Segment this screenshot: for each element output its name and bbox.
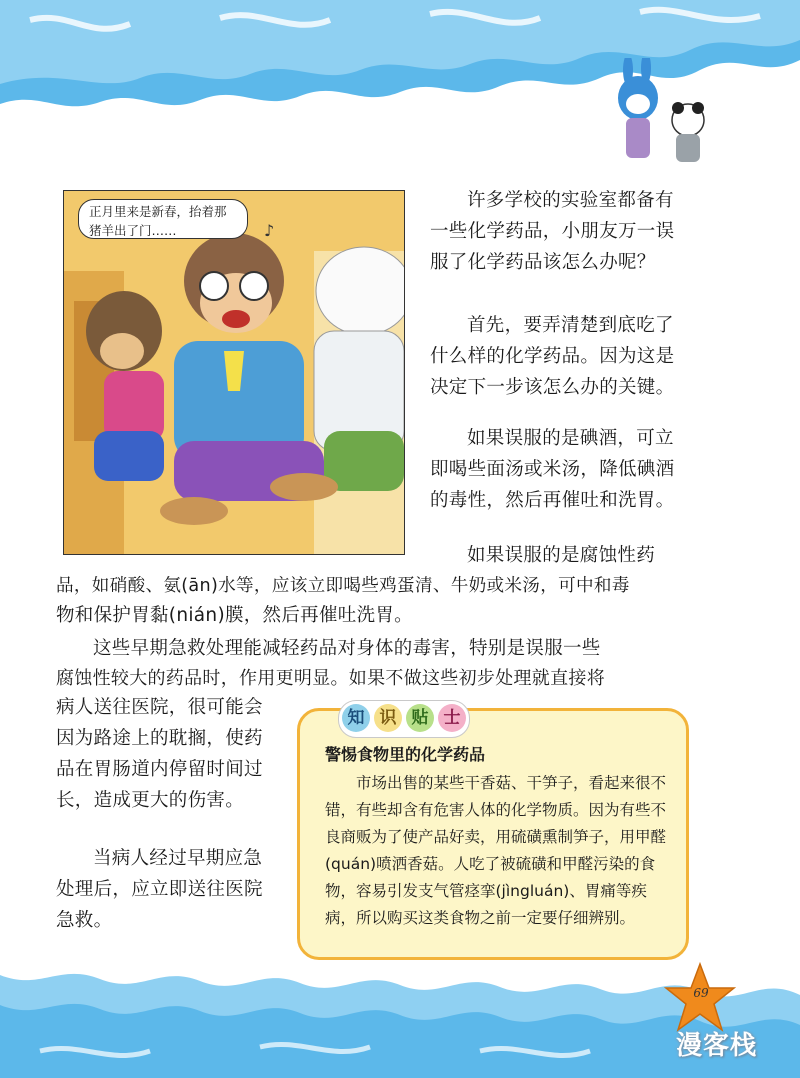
speech-bubble: 正月里来是新春，抬着那猪羊出了门…… [78,199,248,239]
page-number: 69 [693,986,709,1000]
tips-heading-char: 知 [342,704,370,732]
paragraph-corrosive-line2: 品，如硝酸、氨(ān)水等，应该立即喝些鸡蛋清、牛奶或米汤，可中和毒 [56,576,630,596]
tips-heading-char: 识 [374,704,402,732]
tips-heading-badge [338,700,470,738]
paragraph-early-aid-line1: 这些早期急救处理能减轻药品对身体的毒害，特别是误服一些 [93,638,601,659]
comic-panel [63,190,405,555]
tips-heading-char: 贴 [406,704,434,732]
mascot-characters-illustration [598,58,718,168]
paragraph-early-aid-line2: 腐蚀性较大的药品时，作用更明显。如果不做这些初步处理就直接将 [56,668,605,689]
tips-title: 警惕食物里的化学药品 [325,745,486,764]
tips-body: 市场出售的某些干香菇、干笋子，看起来很不错，有些却含有危害人体的化学物质。因为有些不良商贩为了使产品好卖，用硫磺熏制笋子，用甲醛(quán)喷洒香菇。人吃了被硫磺和甲醛污染的食物，容易引发支气管痉挛(jìngluán)、胃痛等疾病，所以购买这类食物之前一定要仔细辨别。 [325,774,667,927]
paragraph-first-step: 首先，要弄清楚到底吃了什么样的化学药品。因为这是决定下一步该怎么办的关键。 [430,315,675,398]
paragraph-iodine: 如果误服的是碘酒，可立即喝些面汤或米汤，降低碘酒的毒性，然后再催吐和洗胃。 [430,428,675,511]
paragraph-send-hospital: 当病人经过早期应急处理后，应立即送往医院急救。 [56,848,263,931]
watermark-logo: 漫客栈 [676,1031,758,1061]
paragraph-corrosive-line3: 物和保护胃黏(nián)膜，然后再催吐洗胃。 [56,605,413,626]
comic-illustration [64,191,405,555]
paragraph-early-aid-rest: 病人送往医院，很可能会因为路途上的耽搁，使药品在胃肠道内停留时间过长，造成更大的伤害。 [56,697,263,811]
tips-heading-char: 士 [438,704,466,732]
paragraph-corrosive-line1: 如果误服的是腐蚀性药 [467,545,656,566]
svg-text:♪: ♪ [264,221,275,240]
paragraph-intro: 许多学校的实验室都备有一些化学药品，小朋友万一误服了化学药品该怎么办呢？ [430,190,675,273]
